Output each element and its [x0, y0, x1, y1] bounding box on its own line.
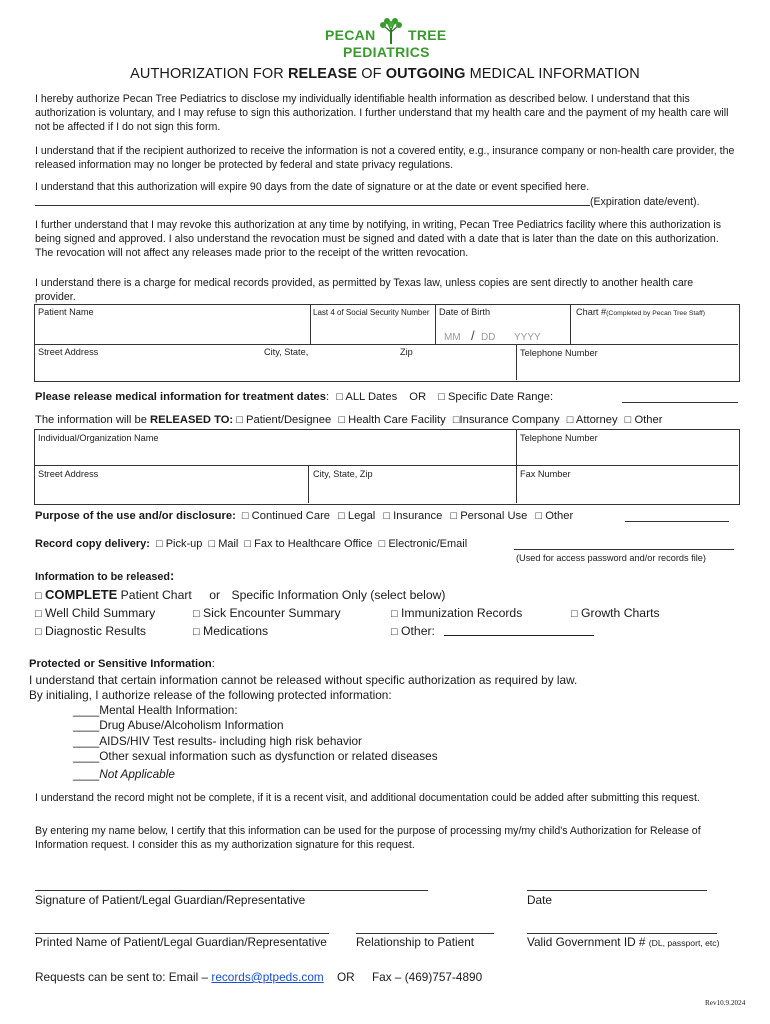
purpose-row: Purpose of the use and/or disclosure: □ Continued Care □ Legal □ Insurance □ Personal Use □ Other — [35, 510, 574, 522]
protected-item-sexual[interactable]: ____Other sexual information such as dysfunction or related diseases — [73, 749, 438, 764]
recipient-phone-field[interactable] — [518, 444, 736, 463]
recipient-phone-label: Telephone Number — [520, 433, 598, 443]
info-other-input[interactable] — [444, 635, 594, 636]
revision-label: Rev10.9.2024 — [705, 999, 746, 1007]
ssn-label: Last 4 of Social Security Number — [313, 308, 430, 317]
info-immunization: □ Immunization Records — [391, 606, 523, 620]
chart-label: Chart #(Completed by Pecan Tree Staff) — [576, 307, 705, 317]
protected-list — [73, 703, 438, 782]
printed-name-label: Printed Name of Patient/Legal Guardian/Representative — [35, 935, 327, 949]
government-id-label: Valid Government ID # (DL, passport, etc) — [527, 935, 720, 949]
recipient-city-label: City, State, Zip — [313, 469, 373, 479]
protected-item-na[interactable]: ____Not Applicable — [73, 766, 175, 781]
purpose-label: Purpose of the use and/or disclosure: — [35, 510, 236, 522]
notice-certify: By entering my name below, I certify that this information can be used for the purpose of processing my/my child's Authorization for Release of Information request. I consider this as my authorization signature for this request. — [35, 825, 701, 851]
release-attorney-checkbox[interactable]: □ — [566, 414, 574, 426]
dob-dd-placeholder: DD — [481, 332, 496, 343]
recipient-street-label: Street Address — [38, 469, 99, 479]
delivery-email-checkbox[interactable]: □ — [378, 538, 386, 550]
info-growth: □ Growth Charts — [571, 606, 660, 620]
delivery-fax-checkbox[interactable]: □ — [244, 538, 252, 550]
notice-incomplete: I understand the record might not be complete, if it is a recent visit, and additional documentation could be added after submitting this request. — [35, 792, 700, 804]
dates-label: Please release medical information for treatment dates — [35, 391, 326, 403]
logo-pecan: PECAN — [325, 27, 376, 43]
expiration-label: (Expiration date/event). — [590, 196, 700, 208]
patient-name-field[interactable] — [36, 318, 308, 342]
purpose-other-input[interactable] — [625, 521, 729, 522]
info-other-checkbox[interactable]: □ — [391, 626, 398, 638]
date-range-input[interactable] — [622, 402, 738, 403]
paragraph-authorize: I hereby authorize Pecan Tree Pediatrics to disclose my individually identifiable health information as described below. I understand that this authorization is voluntary, and I may refuse to sign this authorization. I further understand that my health care and the payment of my health care will not be affected if I do not sign this form. — [35, 93, 729, 133]
growth-charts-checkbox[interactable]: □ — [571, 608, 578, 620]
fax-field[interactable] — [518, 480, 736, 501]
patient-city-label: City, State, — [264, 347, 309, 357]
protected-item-drug[interactable]: ____Drug Abuse/Alcoholism Information — [73, 718, 284, 733]
footer-requests: Requests can be sent to: Email – records@ptpeds.com OR Fax – (469)757-4890 — [35, 970, 483, 984]
printed-name-input[interactable] — [35, 933, 329, 934]
info-released-label: Information to be released: — [35, 568, 175, 583]
purpose-insurance-checkbox[interactable]: □ — [383, 510, 391, 522]
delivery-email-input[interactable] — [514, 549, 734, 550]
delivery-row: Record copy delivery: □ Pick-up □ Mail □ Fax to Healthcare Office □ Electronic/Email — [35, 538, 468, 550]
release-other-checkbox[interactable]: □ — [624, 414, 632, 426]
email-link[interactable]: records@ptpeds.com — [211, 970, 324, 984]
purpose-personal-checkbox[interactable]: □ — [450, 510, 458, 522]
org-name-field[interactable] — [36, 444, 514, 463]
protected-heading: Protected or Sensitive Information: — [29, 658, 215, 670]
patient-street-label: Street Address — [38, 347, 99, 357]
info-sick: □ Sick Encounter Summary — [193, 606, 341, 620]
signature-input[interactable] — [35, 890, 428, 891]
all-dates-checkbox[interactable]: □ — [336, 391, 343, 403]
dates-row: Please release medical information for treatment dates: □ ALL Dates OR □ Specific Date Range: — [35, 391, 554, 403]
ssn-field[interactable] — [312, 318, 433, 342]
info-medications: □ Medications — [193, 624, 269, 638]
logo-tree: TREE — [408, 27, 447, 43]
patient-phone-field[interactable] — [518, 358, 736, 378]
paragraph-charge: I understand there is a charge for medical records provided, as permitted by Texas law, unless copies are sent directly to another health care provider. — [35, 277, 694, 303]
info-diagnostic: □ Diagnostic Results — [35, 624, 146, 638]
purpose-care-checkbox[interactable]: □ — [241, 510, 249, 522]
paragraph-revoke: I further understand that I may revoke this authorization at any time by notifying, in writing, Pecan Tree Pediatrics facility where this authorization is being signed and approved. I also understand the revocation must be signed and dated with a date that is later than the date on this authorization. The revocation will not affect any releases made prior to the receipt of the written revocation. — [35, 219, 721, 259]
released-to-row: The information will be RELEASED TO: □ Patient/Designee □ Health Care Facility □Insurance Company □ Attorney □ Other — [35, 414, 663, 426]
patient-address-field[interactable] — [36, 358, 514, 378]
protected-item-hiv[interactable]: ____AIDS/HIV Test results- including high risk behavior — [73, 733, 362, 748]
release-facility-checkbox[interactable]: □ — [338, 414, 345, 426]
date-label: Date — [527, 893, 552, 907]
logo — [325, 18, 460, 62]
delivery-mail-checkbox[interactable]: □ — [208, 538, 216, 550]
page-title: AUTHORIZATION FOR RELEASE OF OUTGOING MEDICAL INFORMATION — [130, 66, 640, 82]
relationship-input[interactable] — [356, 933, 494, 934]
patient-phone-label: Telephone Number — [520, 348, 598, 358]
tree-icon — [377, 18, 405, 44]
patient-name-label: Patient Name — [38, 307, 94, 317]
signature-label: Signature of Patient/Legal Guardian/Representative — [35, 893, 306, 907]
sick-encounter-checkbox[interactable]: □ — [193, 608, 200, 620]
info-other: □ Other: — [391, 624, 435, 638]
fax-label: Fax Number — [520, 469, 571, 479]
dob-mm-placeholder: MM — [444, 332, 461, 343]
protected-line2: By initialing, I authorize release of the following protected information: — [29, 688, 392, 702]
diagnostic-checkbox[interactable]: □ — [35, 626, 42, 638]
well-child-checkbox[interactable]: □ — [35, 608, 42, 620]
medications-checkbox[interactable]: □ — [193, 626, 200, 638]
info-well-child: □ Well Child Summary — [35, 606, 156, 620]
immunization-checkbox[interactable]: □ — [391, 608, 398, 620]
protected-line1: I understand that certain information cannot be released without specific authorization as required by law. — [29, 673, 578, 687]
dob-label: Date of Birth — [439, 307, 491, 317]
complete-chart-row: □ COMPLETE Patient Chart or Specific Information Only (select below) — [35, 587, 446, 602]
expiration-input-line[interactable] — [35, 205, 590, 206]
logo-pediatrics: PEDIATRICS — [343, 44, 430, 60]
delivery-label: Record copy delivery: — [35, 538, 150, 550]
protected-item-mental[interactable]: ____Mental Health Information: — [73, 703, 238, 717]
complete-chart-checkbox[interactable]: □ — [35, 590, 42, 602]
dob-yyyy-placeholder: YYYY — [514, 332, 541, 343]
delivery-pickup-checkbox[interactable]: □ — [156, 538, 163, 550]
dob-slash: / — [471, 328, 475, 343]
patient-zip-label: Zip — [400, 347, 413, 357]
recipient-street-field[interactable] — [36, 480, 306, 501]
fax-number: Fax – (469)757-4890 — [371, 970, 483, 984]
date-input[interactable] — [527, 890, 707, 891]
relationship-label: Relationship to Patient — [356, 935, 475, 949]
chart-field[interactable] — [572, 318, 736, 342]
paragraph-covered-entity: I understand that if the recipient authorized to receive the information is not a covered entity, e.g., insurance company or non-health care provider, the released information may no longer be protected by federal and state privacy regulations. — [35, 145, 735, 171]
recipient-city-field[interactable] — [310, 480, 514, 501]
date-range-checkbox[interactable]: □ — [438, 391, 445, 403]
purpose-legal-checkbox[interactable]: □ — [338, 510, 345, 522]
org-name-label: Individual/Organization Name — [38, 433, 159, 443]
government-id-input[interactable] — [527, 933, 717, 934]
delivery-note: (Used for access password and/or records file) — [516, 553, 706, 563]
release-insurance-checkbox[interactable]: □ — [452, 414, 460, 426]
paragraph-expire: I understand that this authorization will expire 90 days from the date of signature or at the date or event specified here. — [35, 181, 590, 193]
purpose-other-checkbox[interactable]: □ — [535, 510, 543, 522]
release-patient-checkbox[interactable]: □ — [236, 414, 243, 426]
